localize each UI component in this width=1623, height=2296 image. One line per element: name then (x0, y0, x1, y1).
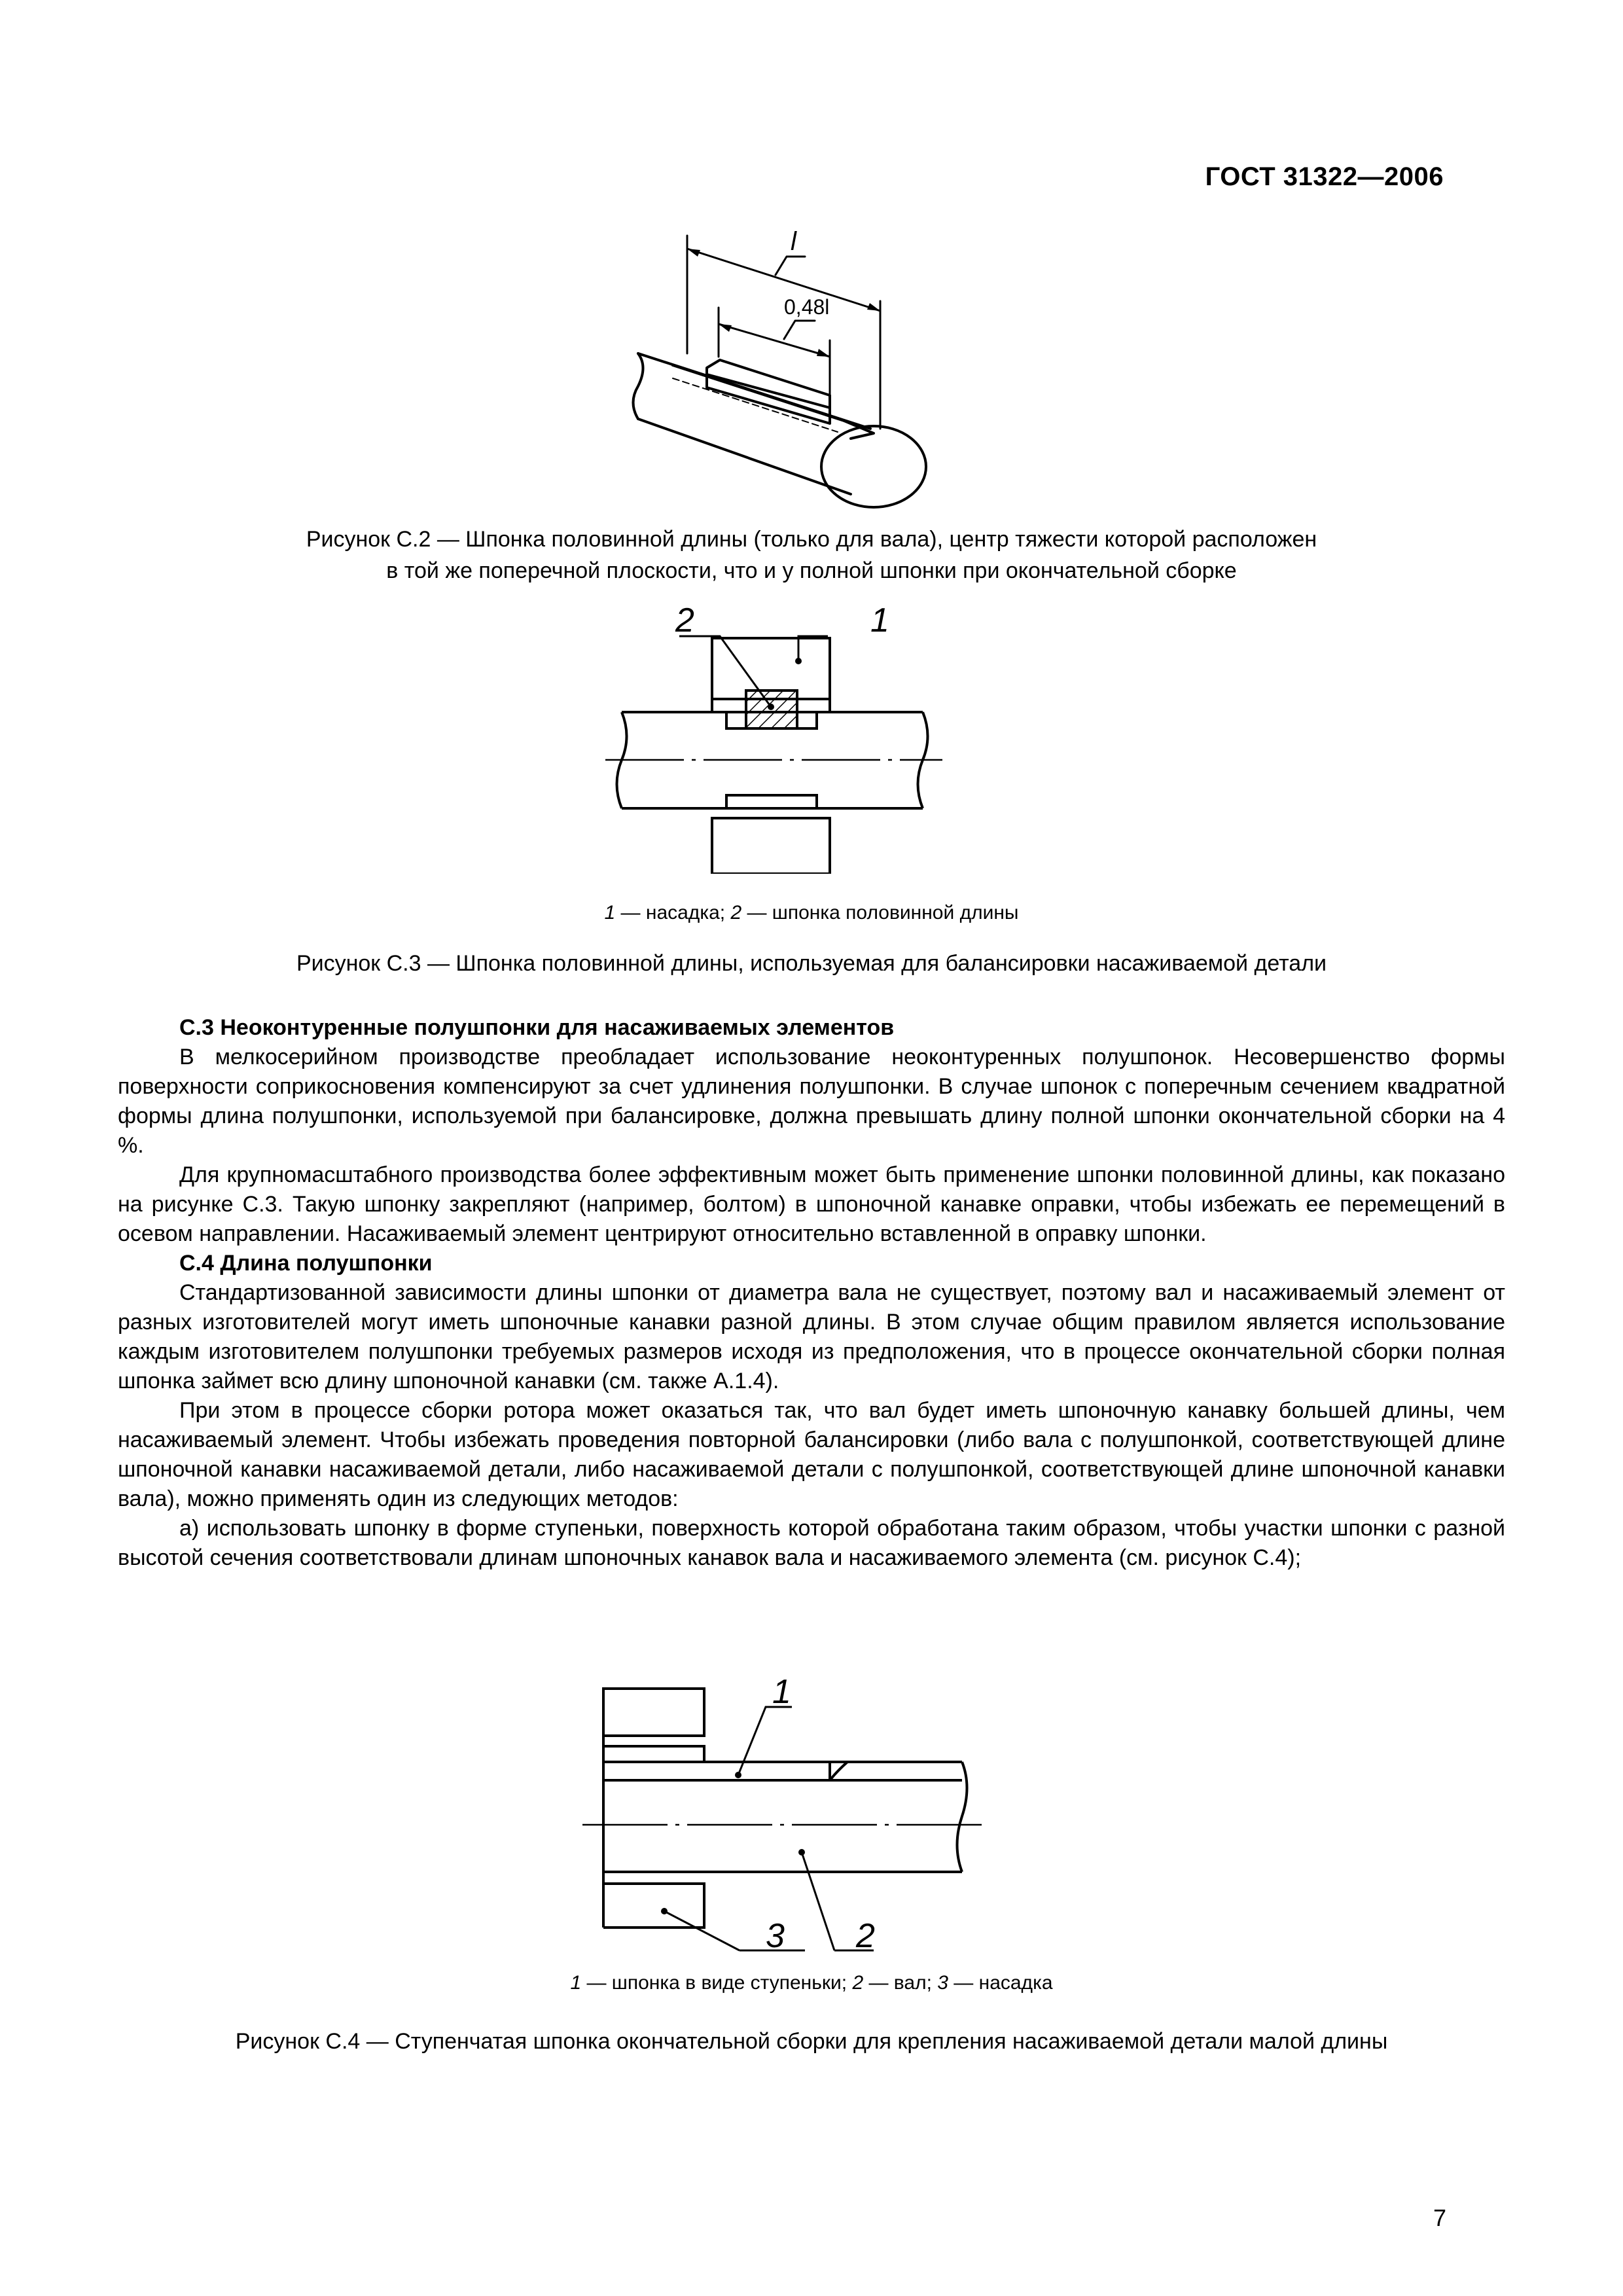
fig-c3-label-2: 2 (675, 601, 694, 639)
legend-num: 2 (852, 1972, 864, 1994)
legend-text: — вал; (863, 1972, 938, 1994)
section-c4-heading: С.4 Длина полушпонки (179, 1251, 433, 1276)
legend-num: 1 (570, 1972, 582, 1994)
figure-c3-legend (118, 900, 1505, 926)
section-c3-heading: С.3 Неоконтуренные полушпонки для насаживаемых элементов (179, 1015, 895, 1040)
fig-c4-label-2: 2 (856, 1917, 875, 1955)
page-number: 7 (1433, 2204, 1446, 2231)
figure-c4-legend (118, 1970, 1505, 1996)
figure-c4-drawing (576, 1676, 982, 1964)
legend-num: 2 (730, 902, 742, 924)
section-c3 (118, 1013, 1505, 1573)
legend-num: 3 (937, 1972, 948, 1994)
paragraph: а) использовать шпонку в форме ступеньки, поверхность которой обработана таким образом, чтобы участки шпонки с разной высотой сечения соответствовали длинам шпоночных канавок вала и насаживаемого элемента (см. рисунок С.4); (118, 1516, 1505, 1570)
fig-c4-label-3: 3 (766, 1917, 785, 1955)
figure-c3-drawing (602, 599, 969, 874)
paragraph: Для крупномасштабного производства более эффективным может быть применение шпонки половинной длины, как показано на рисунке С.3. Такую шпонку закрепляют (например, болтом) в шпоночной канавке оправки, чтобы избежать ее перемещений в осевом направлении. Насаживаемый элемент центрируют относительно вставленной в оправку шпонки. (118, 1162, 1505, 1246)
legend-text: — шпонка в виде ступеньки; (581, 1972, 853, 1994)
paragraph: При этом в процессе сборки ротора может оказаться так, что вал будет иметь шпоночную канавку большей длины, чем насаживаемый элемент. Чтобы избежать проведения повторной балансировки (либо вала с полушпонкой, соответствующей длине шпоночной канавки насаживаемой детали, либо насаживаемой детали с полушпонкой, соответствующей длине шпоночной канавки вала), можно применять один из следующих методов: (118, 1398, 1505, 1511)
fig-c4-label-1: 1 (772, 1676, 791, 1711)
legend-num: 1 (604, 902, 616, 924)
figure-c3-caption: Рисунок С.3 — Шпонка половинной длины, используемая для балансировки насаживаемой детали (296, 951, 1327, 976)
paragraph: В мелкосерийном производстве преобладает использование неоконтуренных полушпонок. Несовершенство формы поверхности соприкосновения компенсируют за счет удлинения полушпонки. В случае шпонок с поперечным сечением квадратной формы длина полушпонки, используемой при балансировке, должна превышать длину полной шпонки окончательной сборки на 4 %. (118, 1045, 1505, 1158)
dim-l-label: l (791, 227, 796, 256)
legend-text: — насадка (948, 1972, 1053, 1994)
fig-c3-label-1: 1 (870, 601, 889, 639)
document-id-header: ГОСТ 31322—2006 (1205, 162, 1444, 191)
legend-text: — насадка; (615, 902, 731, 924)
legend-text: — шпонка половинной длины (741, 902, 1019, 924)
paragraph: Стандартизованной зависимости длины шпонки от диаметра вала не существует, поэтому вал и насаживаемый элемент от разных изготовителей могут иметь шпоночные канавки разной длины. В этом случае общим правилом является использование каждым изготовителем полушпонки требуемых размеров исходя из предположения, что в процессе окончательной сборки полная шпонка займет всю длину шпоночной канавки (см. также А.1.4). (118, 1280, 1505, 1393)
figure-c2-caption-line2: в той же поперечной плоскости, что и у полной шпонки при окончательной сборке (386, 558, 1237, 583)
dim-048l-label: 0,48l (784, 295, 830, 319)
figure-c2-drawing (615, 223, 982, 524)
figure-c2-caption-line1: Рисунок С.2 — Шпонка половинной длины (только для вала), центр тяжести которой расположен (306, 527, 1317, 552)
figure-c4-caption: Рисунок С.4 — Ступенчатая шпонка окончательной сборки для крепления насаживаемой детали малой длины (235, 2029, 1388, 2054)
